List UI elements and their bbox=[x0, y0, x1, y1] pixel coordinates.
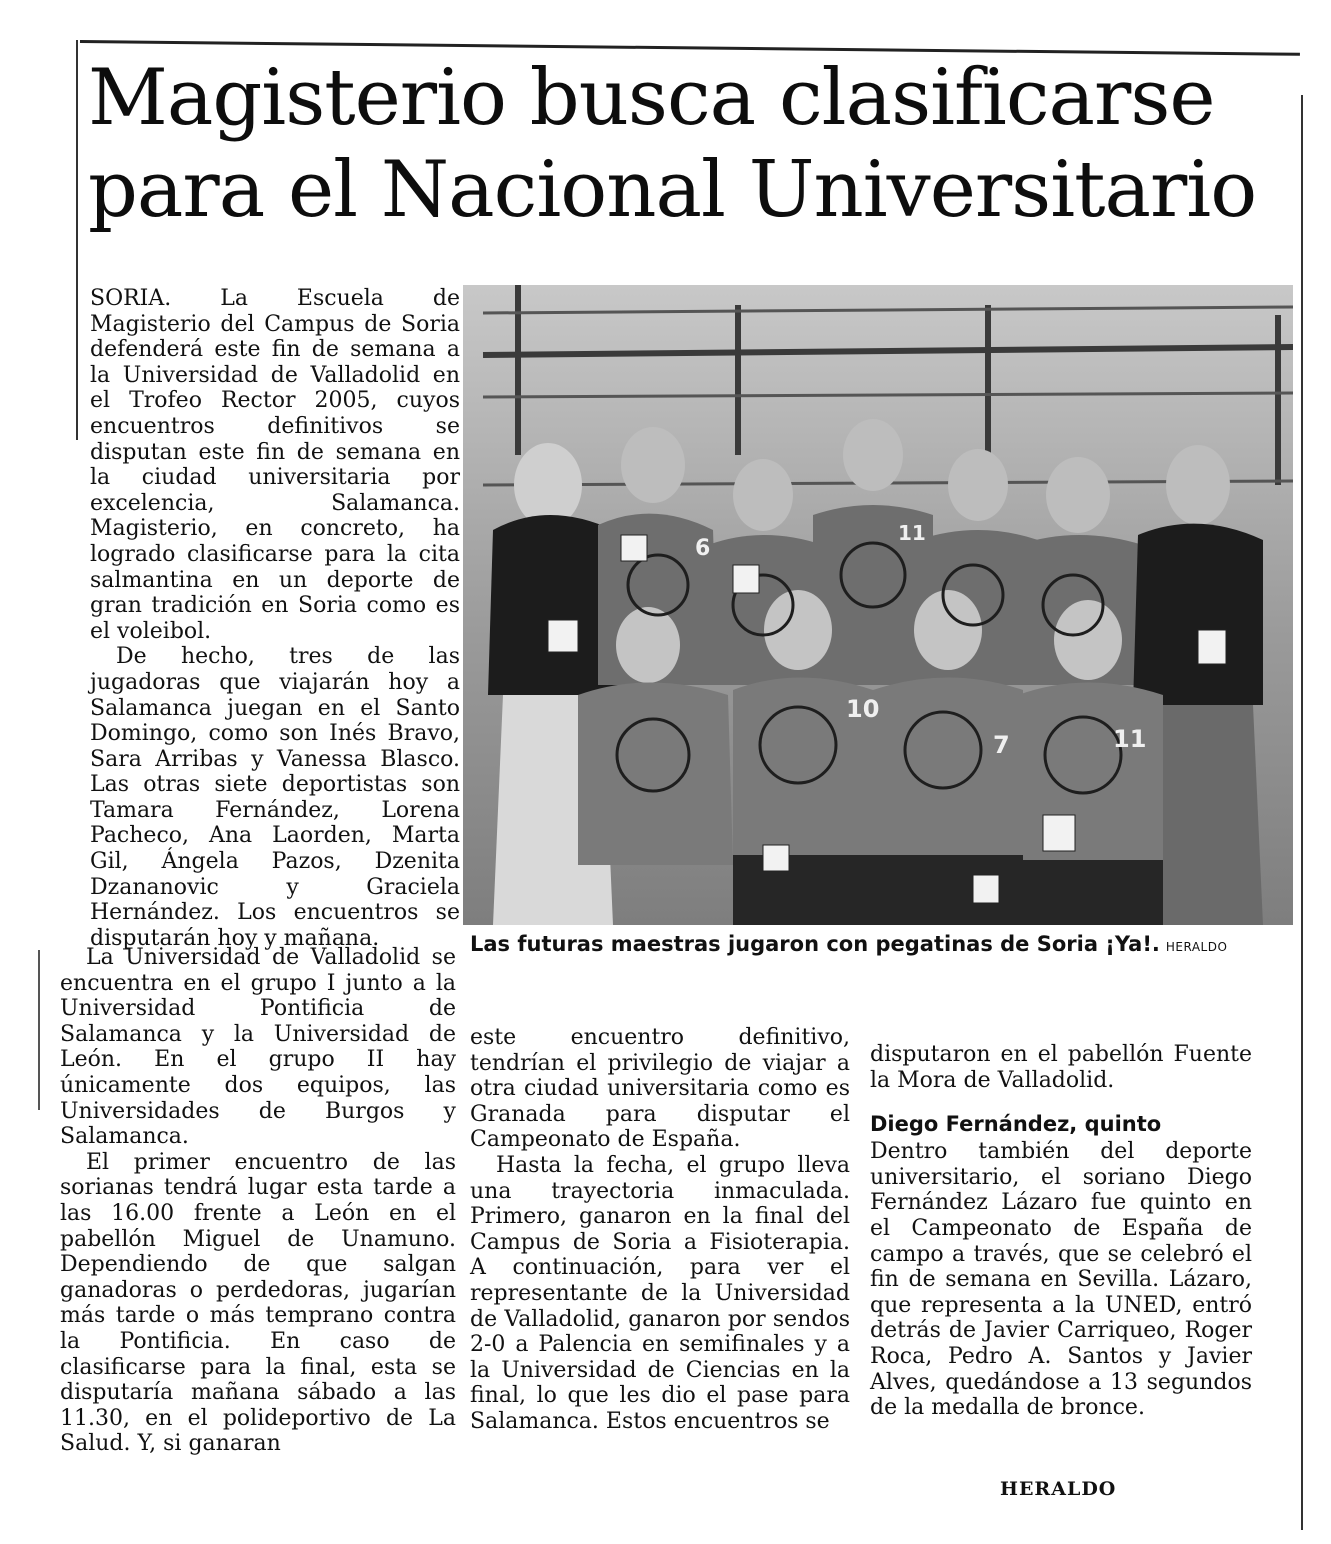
headline bbox=[88, 52, 1288, 236]
paragraph: Dentro también del deporte universitario, el soriano Diego Fernández Lázaro fue quinto en el Campeonato de España de campo a través, que se celebró el fin de semana en Sevilla. Lázaro, que representa a la UNED, entró detrás de Javier Carriqueo, Roger Roca, Pedro A. Santos y Javier Alves, quedándose a 13 segundos de la medalla de bronce. bbox=[870, 1139, 1252, 1421]
paragraph: SORIA. La Escuela de Magisterio del Campus de Soria defenderá este fin de semana a la Universidad de Valladolid en el Trofeo Rector 2005, cuyos encuentros definitivos se disputan este fin de semana en la ciudad universitaria por excelencia, Salamanca. Magisterio, en concreto, ha logrado clasificarse para la cita salmantina en un deporte de gran tradición en Soria como es el voleibol. bbox=[90, 286, 460, 644]
headline-line-1: Magisterio busca clasificarse bbox=[88, 53, 1215, 143]
article-column-1-bottom bbox=[60, 945, 456, 1457]
paragraph: este encuentro definitivo, tendrían el privilegio de viajar a otra ciudad universitaria como es Granada para disputar el Campeonato de España. bbox=[470, 1025, 850, 1153]
paragraph: El primer encuentro de las sorianas tendrá lugar esta tarde a las 16.00 frente a León en el pabellón Miguel de Unamuno. Dependiendo de que salgan ganadoras o perdedoras, jugarían más tarde o más temprano contra la Pontificia. En caso de clasificarse para la final, esta se disputaría mañana sábado a las 11.30, en el polideportivo de La Salud. Y, si ganaran bbox=[60, 1149, 456, 1457]
headline-line-2: para el Nacional Universitario bbox=[88, 145, 1257, 235]
team-photo-image bbox=[463, 285, 1293, 925]
article-column-3 bbox=[870, 1042, 1252, 1421]
right-rule bbox=[1301, 95, 1303, 1530]
left-rule bbox=[76, 40, 78, 440]
margin-mark bbox=[38, 950, 40, 1110]
jersey-number: 10 bbox=[846, 695, 880, 723]
article-column-1-top bbox=[90, 286, 460, 951]
photo-credit: HERALDO bbox=[1165, 940, 1228, 954]
jersey-number: 6 bbox=[695, 536, 711, 561]
paragraph: Hasta la fecha, el grupo lleva una trayectoria inmaculada. Primero, ganaron en la final del Campus de Soria a Fisioterapia. A continuación, para ver el representante de la Universidad de Valladolid, ganaron por sendos 2-0 a Palencia en semifinales y a la Universidad de Ciencias en la final, lo que les dio el pase para Salamanca. Estos encuentros se bbox=[470, 1152, 850, 1434]
paragraph: La Universidad de Valladolid se encuentra en el grupo I junto a la Universidad Pontificia de Salamanca y la Universidad de León. En el grupo II hay únicamente dos equipos, las Universidades de Burgos y Salamanca. bbox=[60, 945, 456, 1150]
caption-text: Las futuras maestras jugaron con pegatinas de Soria ¡Ya!. bbox=[470, 932, 1160, 956]
paragraph: disputaron en el pabellón Fuente la Mora de Valladolid. bbox=[870, 1042, 1252, 1093]
article-column-2 bbox=[470, 1025, 850, 1435]
jersey-number: 7 bbox=[993, 731, 1010, 759]
paragraph: De hecho, tres de las jugadoras que viajarán hoy a Salamanca juegan en el Santo Domingo, como son Inés Bravo, Sara Arribas y Vanessa Blasco. Las otras siete deportistas son Tamara Fernández, Lorena Pacheco, Ana Laorden, Marta Gil, Ángela Pazos, Dzenita Dzananovic y Graciela Hernández. Los encuentros se disputarán hoy y mañana. bbox=[90, 644, 460, 951]
team-photo bbox=[463, 285, 1293, 925]
byline-signature: HERALDO bbox=[1000, 1478, 1117, 1500]
jersey-number: 11 bbox=[1113, 725, 1147, 753]
jersey-number: 11 bbox=[898, 521, 926, 545]
subheading: Diego Fernández, quinto bbox=[870, 1112, 1162, 1137]
photo-caption bbox=[470, 930, 1290, 961]
